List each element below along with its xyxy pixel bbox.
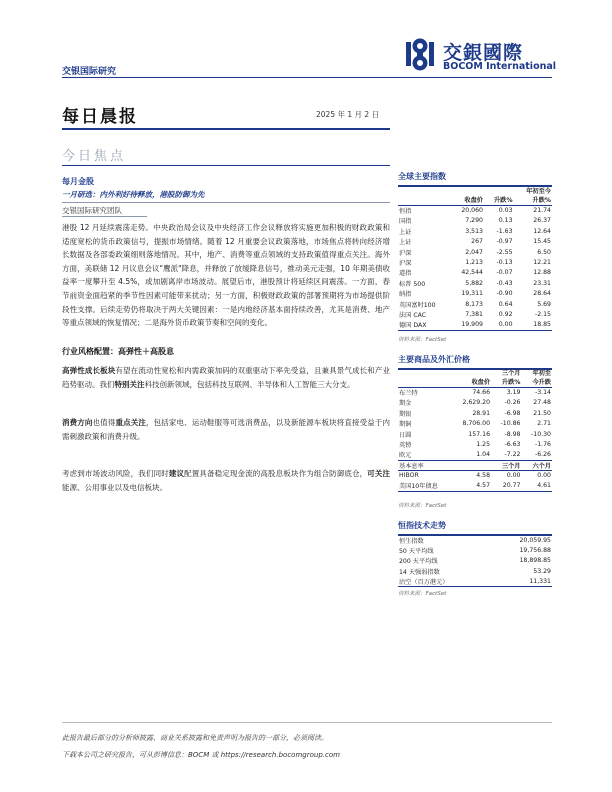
index-row-name: 道指 [399,270,412,278]
tech-row-value: 19,756.88 [519,547,551,555]
index-row-name: 纳指 [399,291,412,299]
commodity-row-ytd: -1.76 [534,441,551,449]
disclaimer-text: 此报告最后部分的分析师披露、商业关系披露和免责声明为报告的一部分，必须阅读。 [62,734,328,742]
growth-text-a: 有望在流动性宽松和内需政策加码的双重驱动下率先受益，且兼具景气成长和产业趋势驱动。我们 [62,366,391,389]
bocom-logo [403,36,573,72]
commodity-row-name: 日圆 [399,431,412,439]
index-row-name: 法国 CAC [399,311,427,319]
tech-row [398,545,552,555]
logo-text-cn: 交銀國際 [443,42,524,64]
index-row [398,237,552,247]
commodity-row-m3: -7.22 [491,450,521,460]
section-subtitle: 一月研选：内外利好待释放，港股防御为先 [62,190,205,199]
commodity-row [398,387,552,397]
growth-bold: 高弹性成长板块 [62,366,116,375]
tech-row-name: 50 天平均线 [399,548,434,556]
tech-row-name: 恒生指数 [399,537,424,545]
paragraph-dividend [62,467,390,494]
indices-source: 资料来源：FactSet [398,337,447,343]
commodity-row-name: 英镑 [399,442,412,450]
index-row-name: 德国 DAX [398,320,450,330]
footer-divider [62,722,552,723]
indices-header-close: 收盘价 [450,195,484,205]
index-row-ytd: 12.21 [533,259,551,267]
commodity-row-close: 8,706.00 [462,420,491,428]
index-row-name: 标普 500 [399,280,426,288]
commodity-row-close: 1.25 [476,441,491,449]
commodities-header-ytd-top: 年初至 [532,370,551,377]
commodity-row [398,398,552,408]
commodity-row-name: 期铜 [399,421,412,429]
growth-bold-2: 特别关注 [114,379,145,389]
report-date: 2025 年 1 月 2 日 [316,110,380,119]
commodity-row-ytd: -6.26 [522,450,553,460]
commodity-row-m3: -6.63 [504,441,521,449]
index-row [398,289,552,299]
index-row-close: 7,381 [465,310,483,318]
index-row-close: 20,060 [461,207,483,215]
index-row-name: 上证 [399,239,412,247]
rates-header-3m: 三个月 [491,460,521,470]
commodities-header-chg: 升跌% [491,377,521,387]
dividend-text-c: 能源、公用事业以及电信板块。 [62,482,167,492]
commodities-header-ytd: 今升跌 [522,377,553,387]
dividend-text-a: 考虑到市场波动风险，我们同时 [62,469,169,478]
commodity-row-close: 74.66 [472,389,491,397]
tech-table [398,535,552,587]
index-row-close: 267 [471,238,483,246]
index-row-close: 5,882 [465,279,483,287]
focus-divider [62,165,390,166]
title-divider [62,128,390,130]
tech-source: 资料来源：FactSet [398,591,447,597]
rate-row-v2: 4.61 [522,481,553,491]
indices-header-chg: 升跌% [484,195,514,205]
commodity-row [398,419,552,429]
tech-row [398,577,552,587]
index-row-ytd: 6.50 [537,248,551,256]
commodity-row-ytd: 2.71 [537,420,551,428]
commodity-row-ytd: -3.14 [534,389,551,397]
commodity-row-close: 1.04 [450,450,491,460]
index-row [398,278,552,288]
rate-row-v2: 0.00 [537,472,551,480]
index-row [398,226,552,236]
indices-table [398,186,552,331]
dividend-text-b: 配置具备稳定现金流的高股息板块作为组合防御底仓， [184,469,368,478]
index-row-name: 英国富时100 [399,301,436,309]
commodity-row-m3: -0.26 [504,399,521,407]
rate-row-v1: 20.77 [491,481,521,491]
index-row [398,257,552,267]
commodity-row [398,450,552,460]
top-divider [62,77,552,78]
index-row-chg: -0.13 [496,259,513,267]
commodities-table [398,368,552,492]
index-row-chg: 0.64 [498,300,513,308]
rate-row-v1: 0.00 [506,472,521,480]
tech-row [398,556,552,566]
tech-row-name: 14 天强弱指数 [399,568,440,576]
commodity-row-m3: -8.98 [504,430,521,438]
tech-row [398,566,552,576]
bocom-logo-icon [403,36,437,72]
index-row [398,268,552,278]
indices-heading: 全球主要指数 [398,171,552,187]
index-row-name: 沪深 [399,249,412,257]
section-label: 每月金股 [62,177,94,186]
brand-label: 交银国际研究 [62,67,117,77]
index-row-ytd: 23.31 [533,279,551,287]
author: 交银国际研究团队 [62,206,122,215]
index-row [398,216,552,226]
index-row [398,205,552,215]
index-row-close: 7,290 [465,217,483,225]
index-row-ytd: 5.69 [537,300,551,308]
commodity-row-name: 布兰特 [399,390,418,398]
consumption-bold: 消费方向 [62,418,93,427]
commodity-row-close: 28.91 [472,409,491,417]
tech-heading: 恒指技术走势 [398,520,552,536]
tech-row-name: 沽空（百万港元） [398,577,491,587]
focus-heading: 今日焦点 [62,149,127,164]
commodities-heading: 主要商品及外汇价格 [398,354,552,370]
rates-header-6m: 六个月 [522,460,553,470]
rate-row-name: 美国10年债息 [398,481,450,491]
tech-row-name: 200 天平均线 [399,558,438,566]
style-heading: 行业风格配置：高弹性＋高股息 [62,347,174,356]
commodity-row-ytd: 21.50 [533,409,551,417]
index-row-close: 42,544 [461,269,483,277]
index-row-close: 1,213 [465,259,483,267]
index-row-ytd: 12.88 [533,269,551,277]
index-row [398,247,552,257]
tech-row [398,535,552,545]
index-row-chg: 0.00 [484,320,514,330]
commodity-row-name: 期银 [399,410,412,418]
index-row-name: 沪深 [399,260,412,268]
indices-header-ytd-top: 年初至今 [526,188,551,195]
index-row-chg: -2.55 [496,248,513,256]
index-row [398,320,552,330]
dividend-bold: 建议 [168,469,185,478]
tech-row-value: 53.29 [533,567,551,575]
rate-row [398,471,552,481]
index-row-ytd: 12.64 [533,227,551,235]
tech-row-value: 18,898.85 [519,557,551,565]
growth-text-b: 科技创新领域，包括科技互联网、半导体和人工智能三大分支。 [144,379,355,389]
index-row [398,309,552,319]
paragraph-consumption [62,416,390,443]
dividend-bold-2: 可关注 [367,469,391,478]
index-row-close: 19,909 [450,320,484,330]
commodities-source: 资料来源：FactSet [398,503,447,509]
rates-header-name: 基本息率 [398,460,450,470]
download-text: 下载本公司之研究报告，可从彭博信息：BOCM 或 https://research.bocomgroup.com [62,751,340,759]
consumption-text-b: ，包括家电、运动鞋服等可选消费品，以及新能源车板块将直接受益于内需刺激政策和消费升级。 [62,418,391,441]
index-row-ytd: 26.37 [533,217,551,225]
commodity-row-m3: -10.86 [500,420,521,428]
author-divider [62,216,147,217]
tech-row-value: 11,331 [491,577,552,587]
commodities-header-3m: 三个月 [501,370,521,377]
rate-row [398,481,552,491]
index-row-name: 恒指 [399,208,412,216]
index-row-ytd: 21.74 [533,207,551,215]
consumption-text-a: 也值得 [92,418,116,427]
subtitle-divider [62,202,390,203]
index-row-chg: 0.03 [498,207,513,215]
indices-header-ytd: 升跌% [514,195,552,205]
commodity-row [398,439,552,449]
paragraph-growth [62,364,390,391]
index-row-chg: -0.90 [496,290,513,298]
index-row-close: 19,311 [461,290,483,298]
index-row-name: 上证 [399,228,412,236]
index-row-ytd: 28.64 [533,290,551,298]
commodity-row-ytd: -10.30 [531,430,551,438]
report-title: 每日晨报 [62,107,138,127]
index-row-ytd: 15.45 [533,238,551,246]
commodity-row-ytd: 27.48 [533,399,551,407]
index-row-chg: 0.92 [498,310,513,318]
index-row-chg: -0.07 [496,269,513,277]
commodity-row-name: 期金 [399,400,412,408]
index-row-chg: -0.97 [496,238,513,246]
rate-row-v0: 4.58 [476,472,491,480]
index-row-ytd: 18.85 [514,320,552,330]
index-row-close: 3,513 [465,227,483,235]
index-row-close: 2,047 [465,248,483,256]
commodity-row-m3: -6.98 [504,409,521,417]
index-row-close: 8,173 [465,300,483,308]
index-row [398,299,552,309]
commodity-row [398,408,552,418]
commodity-row-close: 2,629.20 [462,399,491,407]
commodity-row-m3: 3.19 [506,389,521,397]
logo-text-en: BOCOM International [443,61,557,72]
consumption-bold-2: 重点关注 [115,418,146,427]
index-row-ytd: -2.15 [534,310,551,318]
index-row-chg: -0.43 [496,279,513,287]
index-row-chg: 0.13 [498,217,513,225]
commodity-row-name: 欧元 [398,450,450,460]
paragraph-market-review: 港股 12 月延续震荡走势。中央政治局会议及中央经济工作会议释放将实施更加积极的财政政策和适度宽松的货币政策信号，提振市场情绪。随着 12 月重要会议政策落地，市场焦点将转向经济增长数据及各部委政策细则落地情况。其中，地产、消费等重点领域的支持政策值得重点关注。海外方面，美联储 12 月议息会议"鹰派"降息，并释放了放缓降息信号，推动美元走强，10 年期美债收益率一度攀升至 4.5%，或加剧离岸市场波动。展望后市，港股预计将延续区间震荡。一方面，春节前资金面趋紧的季节性因素可能带来扰动；另一方面，积极财政政策的部署预期将为市场提供阶段性支撑。后续走势仍将取决于两大关键因素：一是内地经济基本面持续改善，尤其是消费、地产等重点领域的恢复情况；二是海外货币政策节奏和空间的变化。 [62,223,390,328]
commodity-row [398,429,552,439]
index-row-chg: -1.63 [496,227,513,235]
rate-row-v0: 4.57 [450,481,491,491]
commodity-row-close: 157.16 [468,430,491,438]
tech-row-value: 20,059.95 [519,536,551,544]
index-row-name: 国指 [399,218,412,226]
rate-row-name: HIBOR [399,472,419,480]
commodities-header-close: 收盘价 [450,377,491,387]
